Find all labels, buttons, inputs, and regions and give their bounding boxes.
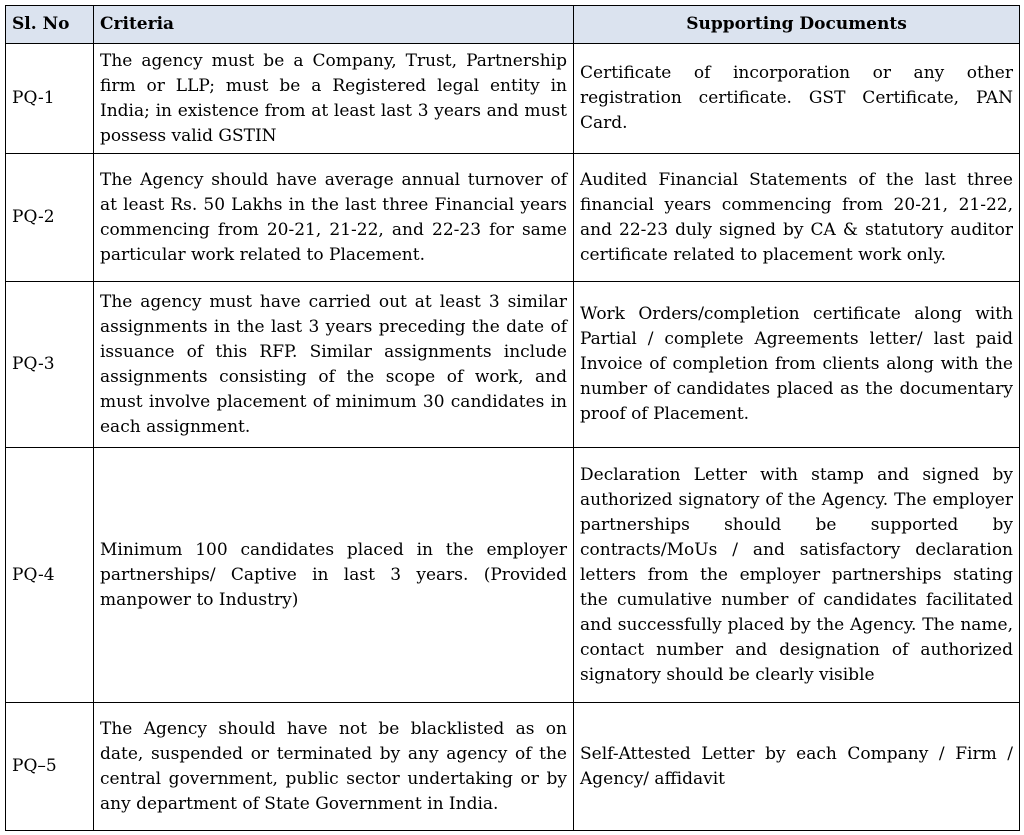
table-row xyxy=(6,448,1020,703)
header-criteria: Criteria xyxy=(94,6,574,44)
row-id: PQ-2 xyxy=(6,154,94,282)
prequalification-table xyxy=(5,5,1020,831)
row-criteria: The agency must be a Company, Trust, Partnership firm or LLP; must be a Registered legal entity in India; in existence from at least last 3 years and must possess valid GSTIN xyxy=(94,44,574,154)
row-documents: Audited Financial Statements of the last three financial years commencing from 20-21, 21-22, and 22-23 duly signed by CA & statutory auditor certificate related to placement work only. xyxy=(574,154,1020,282)
row-documents: Work Orders/completion certificate along with Partial / complete Agreements letter/ last paid Invoice of completion from clients along with the number of candidates placed as the documentary proof of Placement. xyxy=(574,282,1020,448)
row-id: PQ-3 xyxy=(6,282,94,448)
row-criteria: The Agency should have average annual turnover of at least Rs. 50 Lakhs in the last three Financial years commencing from 20-21, 21-22, and 22-23 for same particular work related to Placement. xyxy=(94,154,574,282)
header-supporting-documents: Supporting Documents xyxy=(574,6,1020,44)
row-documents: Declaration Letter with stamp and signed by authorized signatory of the Agency. The employer partnerships should be supported by contracts/MoUs / and satisfactory declaration letters from the employer partnerships stating the cumulative number of candidates facilitated and successfully placed by the Agency. The name, contact number and designation of authorized signatory should be clearly visible xyxy=(574,448,1020,703)
header-slno: Sl. No xyxy=(6,6,94,44)
row-documents: Self-Attested Letter by each Company / Firm / Agency/ affidavit xyxy=(574,703,1020,831)
row-id: PQ-1 xyxy=(6,44,94,154)
row-id: PQ–5 xyxy=(6,703,94,831)
table-row xyxy=(6,282,1020,448)
table-header-row xyxy=(6,6,1020,44)
row-id: PQ-4 xyxy=(6,448,94,703)
row-criteria: Minimum 100 candidates placed in the employer partnerships/ Captive in last 3 years. (Provided manpower to Industry) xyxy=(94,448,574,703)
row-documents: Certificate of incorporation or any other registration certificate. GST Certificate, PAN Card. xyxy=(574,44,1020,154)
table-row xyxy=(6,154,1020,282)
row-criteria: The agency must have carried out at least 3 similar assignments in the last 3 years preceding the date of issuance of this RFP. Similar assignments include assignments consisting of the scope of work, and must involve placement of minimum 30 candidates in each assignment. xyxy=(94,282,574,448)
table-row xyxy=(6,703,1020,831)
row-criteria: The Agency should have not be blacklisted as on date, suspended or terminated by any agency of the central government, public sector undertaking or by any department of State Government in India. xyxy=(94,703,574,831)
table-row xyxy=(6,44,1020,154)
